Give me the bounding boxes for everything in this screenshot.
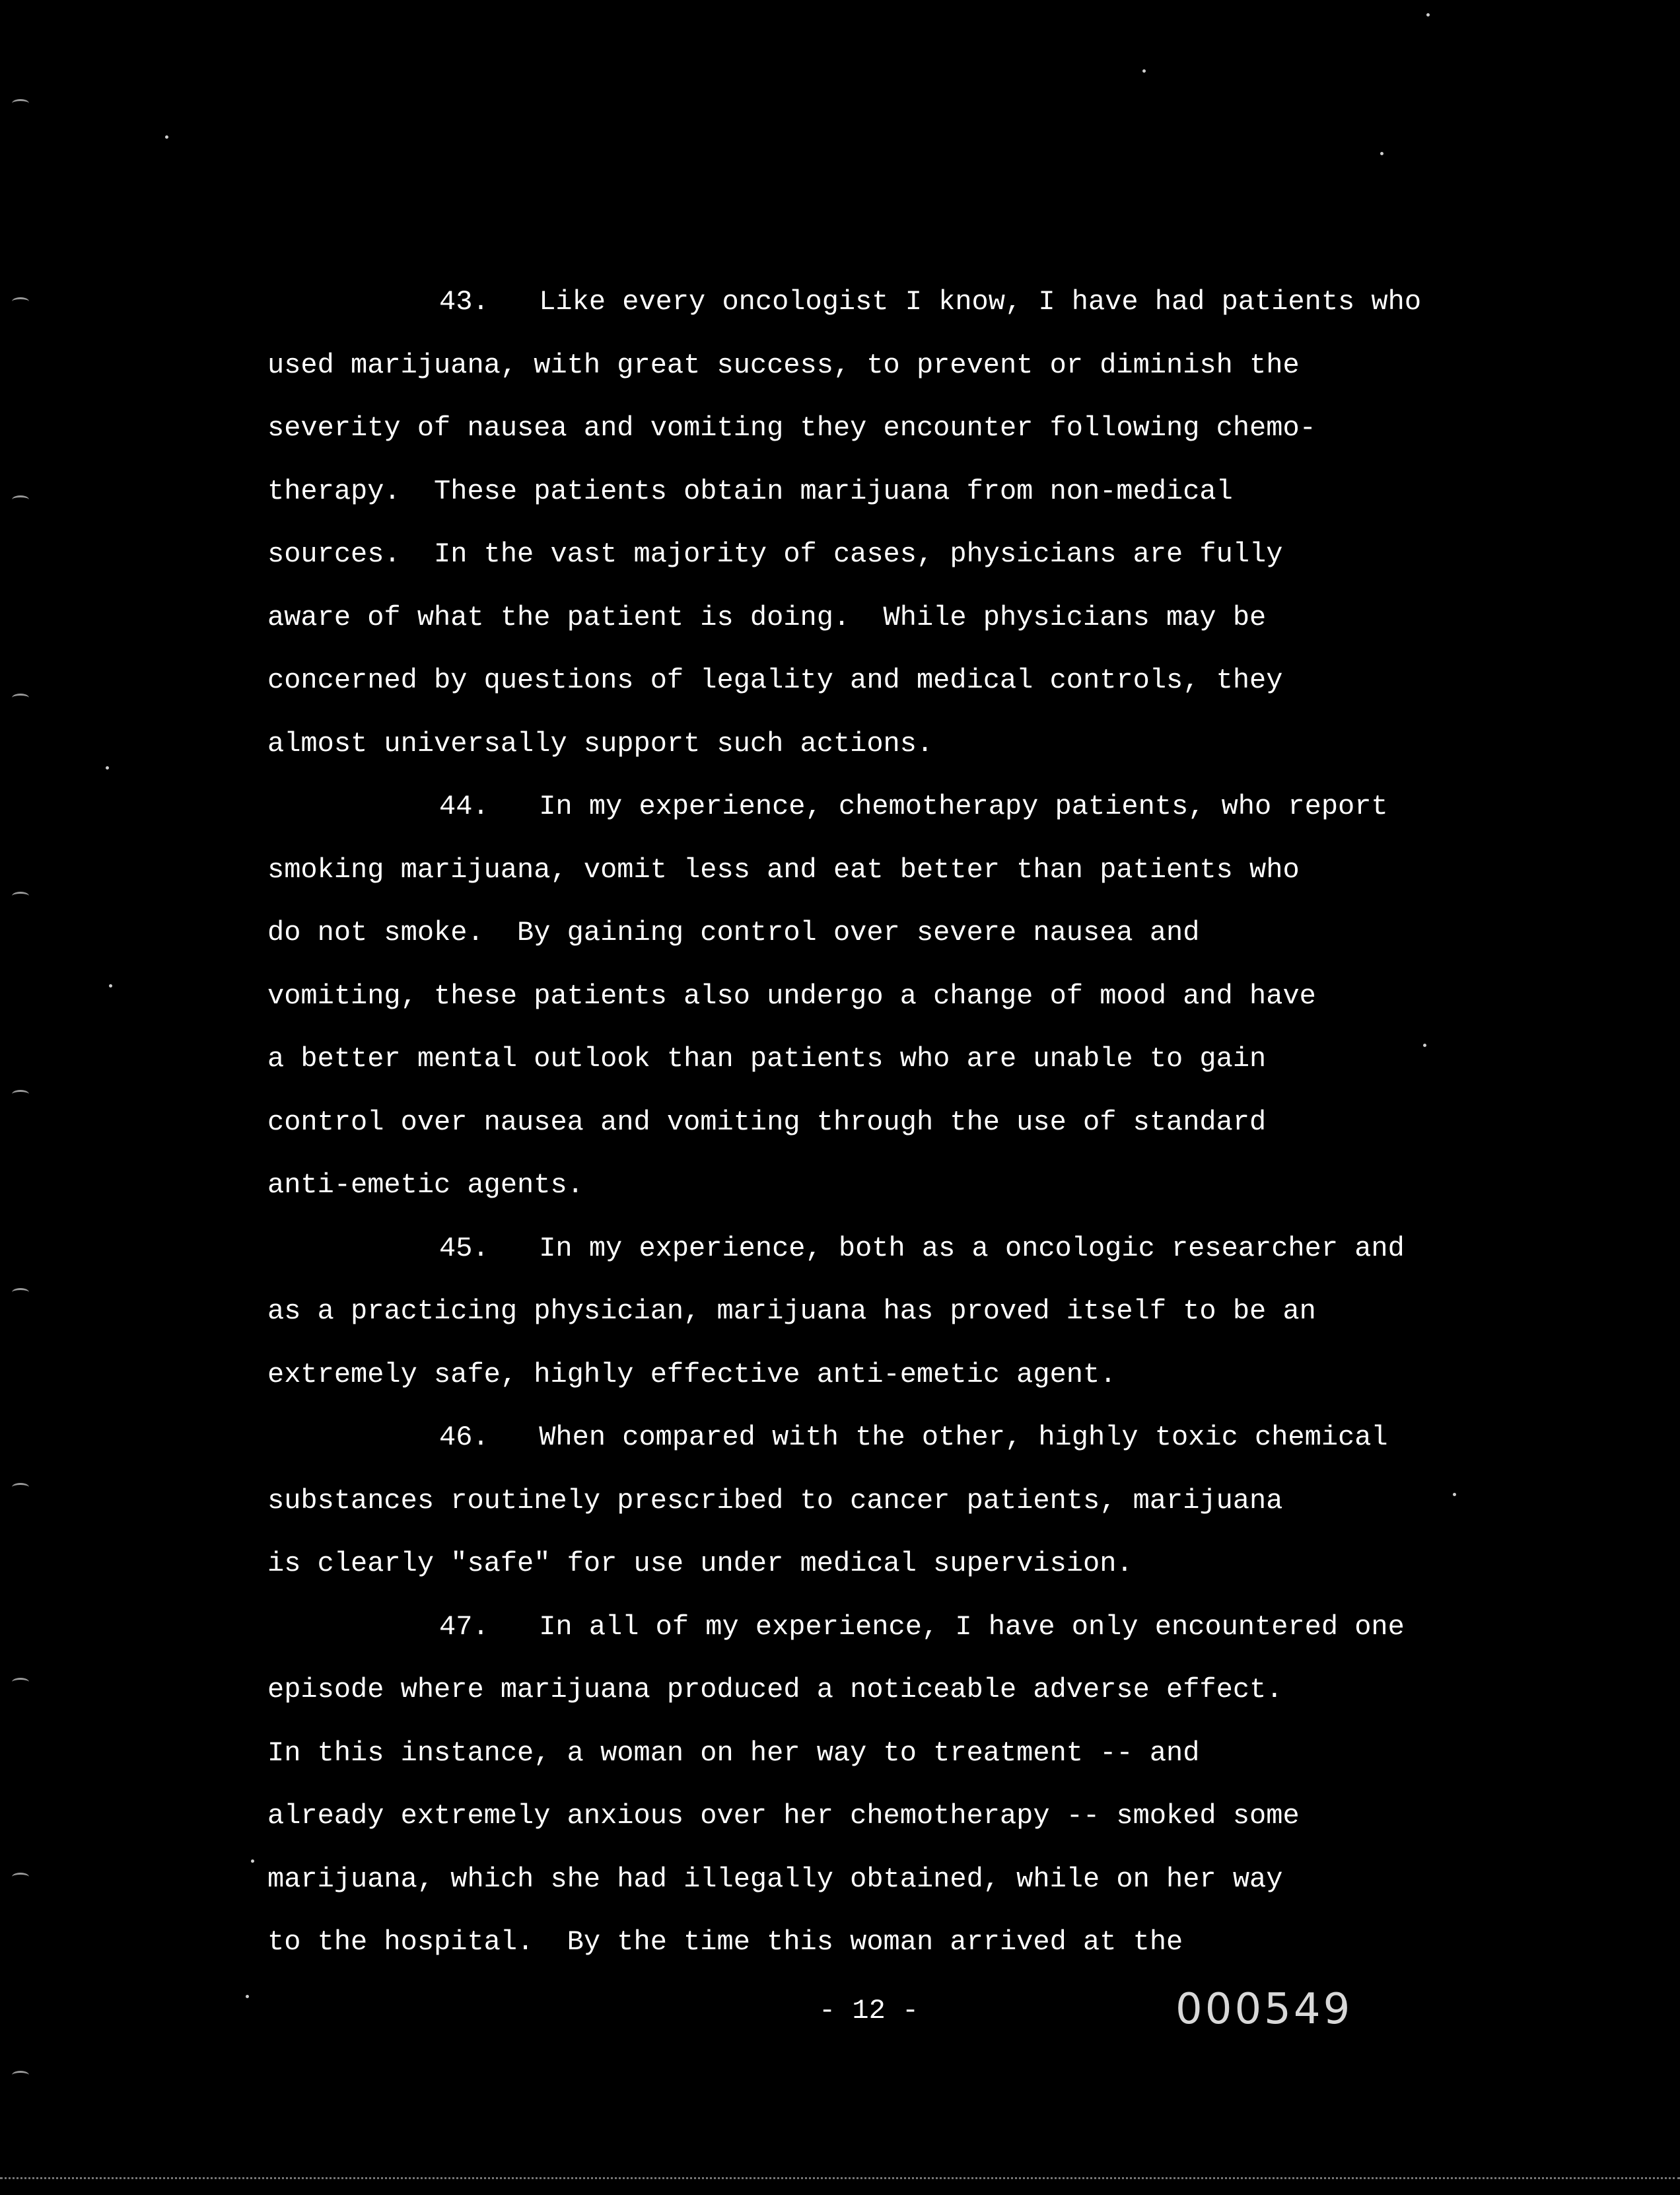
scan-speck bbox=[1423, 1044, 1426, 1047]
page-number: - 12 - bbox=[819, 1995, 919, 2027]
paragraph-43-line: concerned by questions of legality and medical controls, they bbox=[267, 665, 1283, 696]
scan-speck bbox=[251, 1859, 254, 1863]
paragraph-43-line: aware of what the patient is doing. While physicians may be bbox=[267, 601, 1267, 633]
paragraph-43-line: 43. Like every oncologist I know, I have had patients who bbox=[439, 286, 1422, 318]
scan-speck bbox=[1380, 152, 1383, 155]
paragraph-43-line: therapy. These patients obtain marijuana from non-medical bbox=[267, 475, 1233, 507]
paragraph-43-line: used marijuana, with great success, to prevent or diminish the bbox=[267, 349, 1300, 381]
paragraph-44-line: 44. In my experience, chemotherapy patients, who report bbox=[439, 791, 1388, 822]
paragraph-43-line: severity of nausea and vomiting they encounter following chemo- bbox=[267, 412, 1316, 444]
scan-mark bbox=[12, 1483, 29, 1492]
paragraph-46-line: substances routinely prescribed to cancer patients, marijuana bbox=[267, 1484, 1283, 1517]
scan-mark bbox=[12, 1288, 29, 1297]
scan-speck bbox=[165, 135, 168, 139]
scan-mark bbox=[12, 694, 29, 702]
scan-mark bbox=[12, 1678, 29, 1686]
scan-mark bbox=[12, 2071, 29, 2079]
paragraph-44-line: control over nausea and vomiting through the use of standard bbox=[267, 1106, 1267, 1138]
paragraph-47-line: marijuana, which she had illegally obtained, while on her way bbox=[267, 1863, 1283, 1895]
paragraph-44-line: vomiting, these patients also undergo a change of mood and have bbox=[267, 980, 1316, 1012]
bates-number: 000549 bbox=[1175, 1985, 1353, 2034]
paragraph-44-line: anti-emetic agents. bbox=[267, 1169, 584, 1201]
paragraph-45-line: as a practicing physician, marijuana has proved itself to be an bbox=[267, 1295, 1316, 1327]
scan-speck bbox=[246, 1995, 249, 1998]
paragraph-46-line: is clearly "safe" for use under medical supervision. bbox=[267, 1548, 1133, 1579]
scan-mark bbox=[12, 892, 29, 900]
scan-mark bbox=[12, 297, 29, 306]
scan-mark bbox=[12, 1873, 29, 1881]
paragraph-47-line: 47. In all of my experience, I have only encountered one bbox=[439, 1610, 1405, 1643]
paragraph-47-line: already extremely anxious over her chemotherapy -- smoked some bbox=[267, 1800, 1300, 1832]
paragraph-47-line: episode where marijuana produced a noticeable adverse effect. bbox=[267, 1674, 1283, 1706]
paragraph-44-line: a better mental outlook than patients who are unable to gain bbox=[267, 1043, 1267, 1075]
scan-mark bbox=[12, 495, 29, 504]
scan-mark bbox=[12, 1090, 29, 1098]
paragraph-46-line: 46. When compared with the other, highly toxic chemical bbox=[439, 1421, 1388, 1453]
scan-speck bbox=[106, 766, 109, 770]
paragraph-43-line: almost universally support such actions. bbox=[267, 727, 934, 760]
scan-speck bbox=[109, 984, 112, 988]
scan-speck bbox=[1453, 1493, 1456, 1496]
paragraph-44-line: do not smoke. By gaining control over severe nausea and bbox=[267, 917, 1200, 949]
paragraph-47-line: to the hospital. By the time this woman arrived at the bbox=[267, 1926, 1183, 1958]
paragraph-45-line: 45. In my experience, both as a oncologic researcher and bbox=[439, 1232, 1405, 1264]
paragraph-44-line: smoking marijuana, vomit less and eat better than patients who bbox=[267, 853, 1300, 886]
paragraph-45-line: extremely safe, highly effective anti-emetic agent. bbox=[267, 1358, 1117, 1390]
paragraph-47-line: In this instance, a woman on her way to treatment -- and bbox=[267, 1737, 1200, 1769]
scan-edge bbox=[0, 2177, 1680, 2182]
paragraph-43-line: sources. In the vast majority of cases, physicians are fully bbox=[267, 538, 1283, 570]
body-text bbox=[267, 271, 1588, 1974]
scan-mark bbox=[12, 99, 29, 108]
scan-speck bbox=[1142, 69, 1146, 73]
scan-speck bbox=[1426, 13, 1430, 17]
